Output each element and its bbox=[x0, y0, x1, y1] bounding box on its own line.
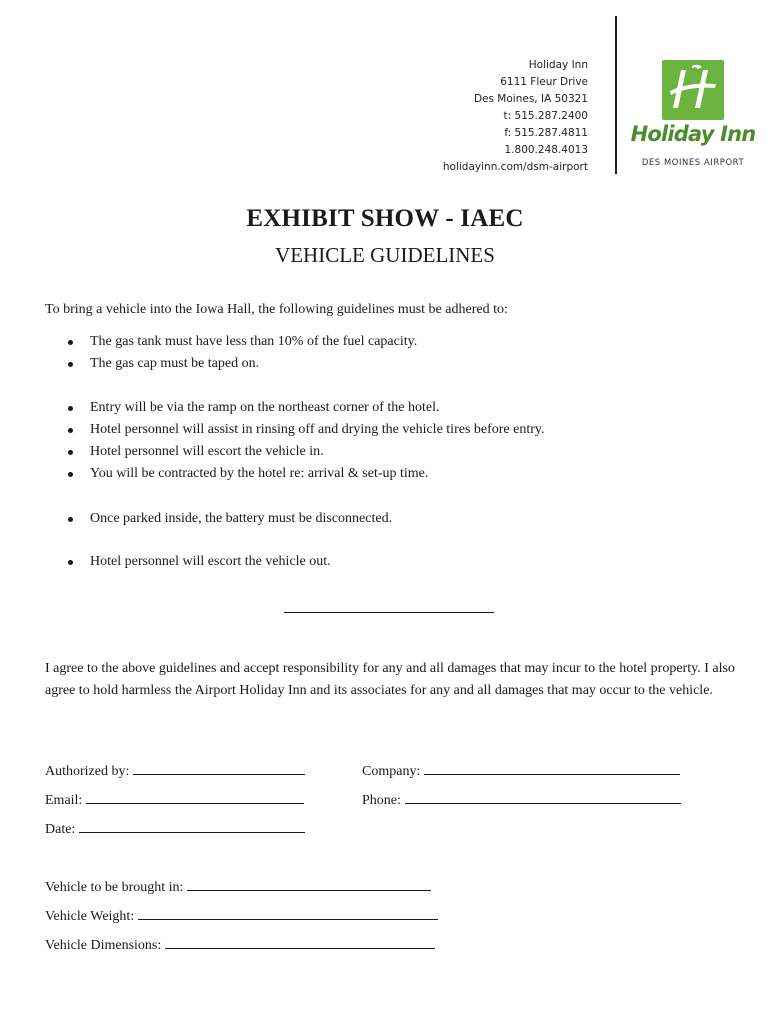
vehicle-dimensions-input[interactable] bbox=[165, 935, 435, 949]
company-label: Company: bbox=[362, 764, 421, 779]
vehicle-dimensions-field bbox=[45, 935, 435, 954]
document-title: EXHIBIT SHOW - IAEC bbox=[246, 205, 524, 232]
hotel-telephone: t: 515.287.2400 bbox=[503, 110, 588, 122]
vehicle-label: Vehicle to be brought in: bbox=[45, 880, 184, 895]
date-field bbox=[45, 819, 305, 838]
date-input[interactable] bbox=[79, 819, 305, 833]
holiday-inn-logo bbox=[626, 58, 760, 173]
phone-field bbox=[362, 790, 681, 809]
battery-guidelines-list bbox=[68, 508, 392, 530]
guidelines-intro: To bring a vehicle into the Iowa Hall, the following guidelines must be adhered to: bbox=[45, 302, 508, 317]
exit-guidelines-list bbox=[68, 551, 331, 573]
signature-line[interactable] bbox=[284, 612, 494, 613]
hotel-city-state-zip: Des Moines, IA 50321 bbox=[473, 93, 588, 105]
list-item: Hotel personnel will escort the vehicle out. bbox=[68, 551, 331, 573]
vehicle-field bbox=[45, 877, 431, 896]
logo-location-subtitle: DES MOINES AIRPORT bbox=[641, 157, 745, 167]
date-label: Date: bbox=[45, 822, 76, 837]
list-item: Hotel personnel will escort the vehicle in. bbox=[68, 441, 545, 463]
logo-wordmark: Holiday Inn bbox=[630, 122, 756, 146]
email-field bbox=[45, 790, 304, 809]
list-item: The gas cap must be taped on. bbox=[68, 353, 417, 375]
phone-input[interactable] bbox=[405, 790, 681, 804]
authorized-by-label: Authorized by: bbox=[45, 764, 130, 779]
vehicle-weight-input[interactable] bbox=[138, 906, 438, 920]
company-input[interactable] bbox=[424, 761, 680, 775]
phone-label: Phone: bbox=[362, 793, 401, 808]
vehicle-input[interactable] bbox=[187, 877, 431, 891]
fuel-guidelines-list bbox=[68, 331, 417, 375]
agreement-paragraph: I agree to the above guidelines and accept responsibility for any and all damages that may incur to the hotel property. I also agree to hold harmless the Airport Holiday Inn and its associates for any and all damages that may occur to the vehicle. bbox=[45, 661, 735, 698]
hotel-contact-block bbox=[328, 57, 588, 176]
hotel-fax: f: 515.287.4811 bbox=[504, 127, 588, 139]
header-divider bbox=[615, 16, 617, 174]
hotel-website: holidayinn.com/dsm-airport bbox=[442, 161, 588, 173]
holiday-inn-h-logo-icon bbox=[626, 58, 760, 122]
document-subtitle: VEHICLE GUIDELINES bbox=[275, 243, 495, 267]
vehicle-weight-label: Vehicle Weight: bbox=[45, 909, 135, 924]
authorized-by-field bbox=[45, 761, 305, 780]
hotel-street-address: 6111 Fleur Drive bbox=[500, 76, 588, 88]
list-item: The gas tank must have less than 10% of the fuel capacity. bbox=[68, 331, 417, 353]
list-item: Once parked inside, the battery must be disconnected. bbox=[68, 508, 392, 530]
list-item: You will be contracted by the hotel re: arrival & set-up time. bbox=[68, 463, 545, 485]
list-item: Hotel personnel will assist in rinsing off and drying the vehicle tires before entry. bbox=[68, 419, 545, 441]
entry-guidelines-list bbox=[68, 397, 545, 485]
company-field bbox=[362, 761, 680, 780]
email-input[interactable] bbox=[86, 790, 304, 804]
hotel-toll-free: 1.800.248.4013 bbox=[504, 144, 588, 156]
authorized-by-input[interactable] bbox=[133, 761, 305, 775]
hotel-name: Holiday Inn bbox=[528, 59, 588, 71]
email-label: Email: bbox=[45, 793, 83, 808]
list-item: Entry will be via the ramp on the northeast corner of the hotel. bbox=[68, 397, 545, 419]
vehicle-dimensions-label: Vehicle Dimensions: bbox=[45, 938, 162, 953]
vehicle-weight-field bbox=[45, 906, 438, 925]
